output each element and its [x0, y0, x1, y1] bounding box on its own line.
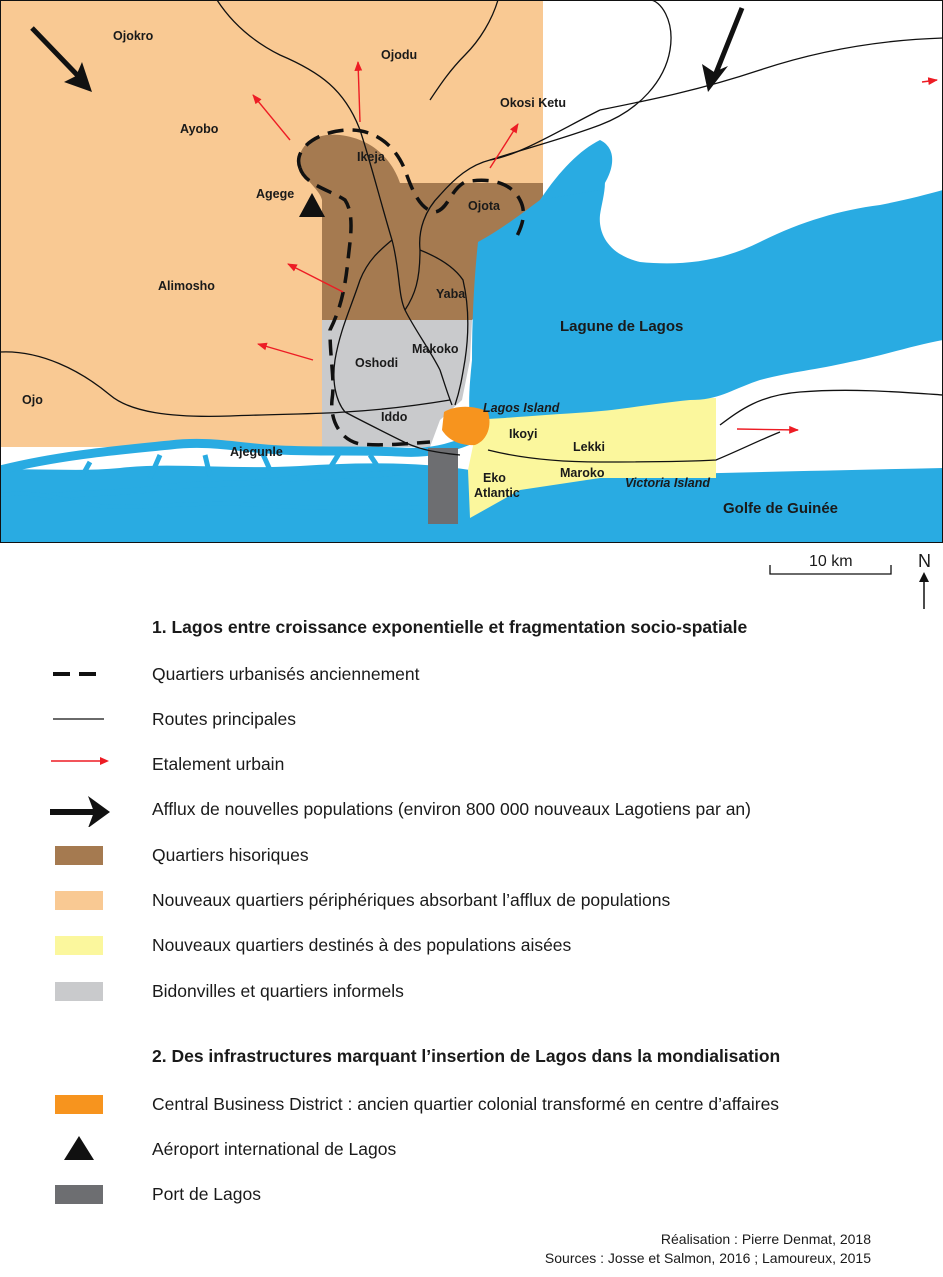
place-iddo: Iddo [381, 410, 408, 424]
legend-label: Port de Lagos [152, 1184, 261, 1204]
legend-label: Nouveaux quartiers périphériques absorbant l’afflux de populations [152, 890, 671, 910]
place-yaba: Yaba [436, 287, 466, 301]
cbd-swatch [55, 1095, 103, 1114]
informal-swatch [55, 982, 103, 1001]
credits-author: Réalisation : Pierre Denmat, 2018 [660, 1231, 871, 1247]
legend-section1-title: 1. Lagos entre croissance exponentielle et fragmentation socio-spatiale [152, 617, 748, 637]
legend-item-port [0, 1179, 943, 1209]
place-victoria-island: Victoria Island [625, 476, 710, 490]
legend-item-cbd [0, 1089, 943, 1119]
place-ojo: Ojo [22, 393, 43, 407]
port-zone [428, 448, 458, 524]
legend-item-old-urbanized [0, 659, 943, 689]
place-atlantic: Atlantic [474, 486, 520, 500]
place-ikeja: Ikeja [357, 150, 385, 164]
legend-item-historic [0, 840, 943, 870]
legend-item-influx [0, 794, 943, 824]
legend-item-roads [0, 704, 943, 734]
place-eko: Eko [483, 471, 506, 485]
legend-label: Etalement urbain [152, 754, 285, 774]
place-ayobo: Ayobo [180, 122, 219, 136]
legend-label: Afflux de nouvelles populations (environ 800 000 nouveaux Lagotiens par an) [152, 799, 751, 819]
legend-item-peripheral [0, 885, 943, 915]
legend-section2-title: 2. Des infrastructures marquant l’insertion de Lagos dans la mondialisation [152, 1046, 781, 1066]
historic-swatch [55, 846, 103, 865]
port-swatch [55, 1185, 103, 1204]
legend-label: Nouveaux quartiers destinés à des populations aisées [152, 935, 572, 955]
place-agege: Agege [256, 187, 295, 201]
legend-item-wealthy [0, 930, 943, 960]
north-arrow-head-icon [919, 572, 929, 582]
red-arrow-icon [48, 749, 110, 779]
credits-sources: Sources : Josse et Salmon, 2016 ; Lamoureux, 2015 [544, 1250, 871, 1266]
place-lagos-island: Lagos Island [483, 401, 560, 415]
wealthy-swatch [55, 936, 103, 955]
place-oshodi: Oshodi [355, 356, 399, 370]
peripheral-swatch [55, 891, 103, 910]
dashed-line-icon [48, 659, 110, 689]
black-arrow-icon [48, 791, 110, 827]
legend-label: Aéroport international de Lagos [152, 1139, 397, 1159]
place-ojokro: Ojokro [113, 29, 154, 43]
scale-and-north [760, 545, 943, 615]
legend-label: Quartiers hisoriques [152, 845, 309, 865]
scale-label: 10 km [809, 553, 853, 570]
north-label: N [918, 551, 931, 571]
place-ojodu: Ojodu [381, 48, 418, 62]
legend-label: Bidonvilles et quartiers informels [152, 981, 404, 1001]
label-gulf: Golfe de Guinée [723, 500, 839, 517]
legend-item-sprawl [0, 749, 943, 779]
place-maroko: Maroko [560, 466, 605, 480]
place-ojota: Ojota [468, 199, 500, 213]
legend-item-informal [0, 976, 943, 1006]
airport-triangle-icon [48, 1134, 110, 1164]
place-ajegunle: Ajegunle [230, 445, 283, 459]
place-okosi-ketu: Okosi Ketu [500, 96, 566, 110]
legend-item-airport [0, 1134, 943, 1164]
place-lekki: Lekki [573, 440, 605, 454]
legend-label: Quartiers urbanisés anciennement [152, 664, 420, 684]
place-ikoyi: Ikoyi [509, 427, 538, 441]
place-alimosho: Alimosho [158, 279, 215, 293]
label-lagoon: Lagune de Lagos [560, 318, 684, 335]
legend-label: Central Business District : ancien quartier colonial transformé en centre d’affaires [152, 1094, 780, 1114]
lagos-map [0, 0, 943, 545]
legend-label: Routes principales [152, 709, 296, 729]
place-makoko: Makoko [412, 342, 459, 356]
road-line-icon [48, 704, 110, 734]
